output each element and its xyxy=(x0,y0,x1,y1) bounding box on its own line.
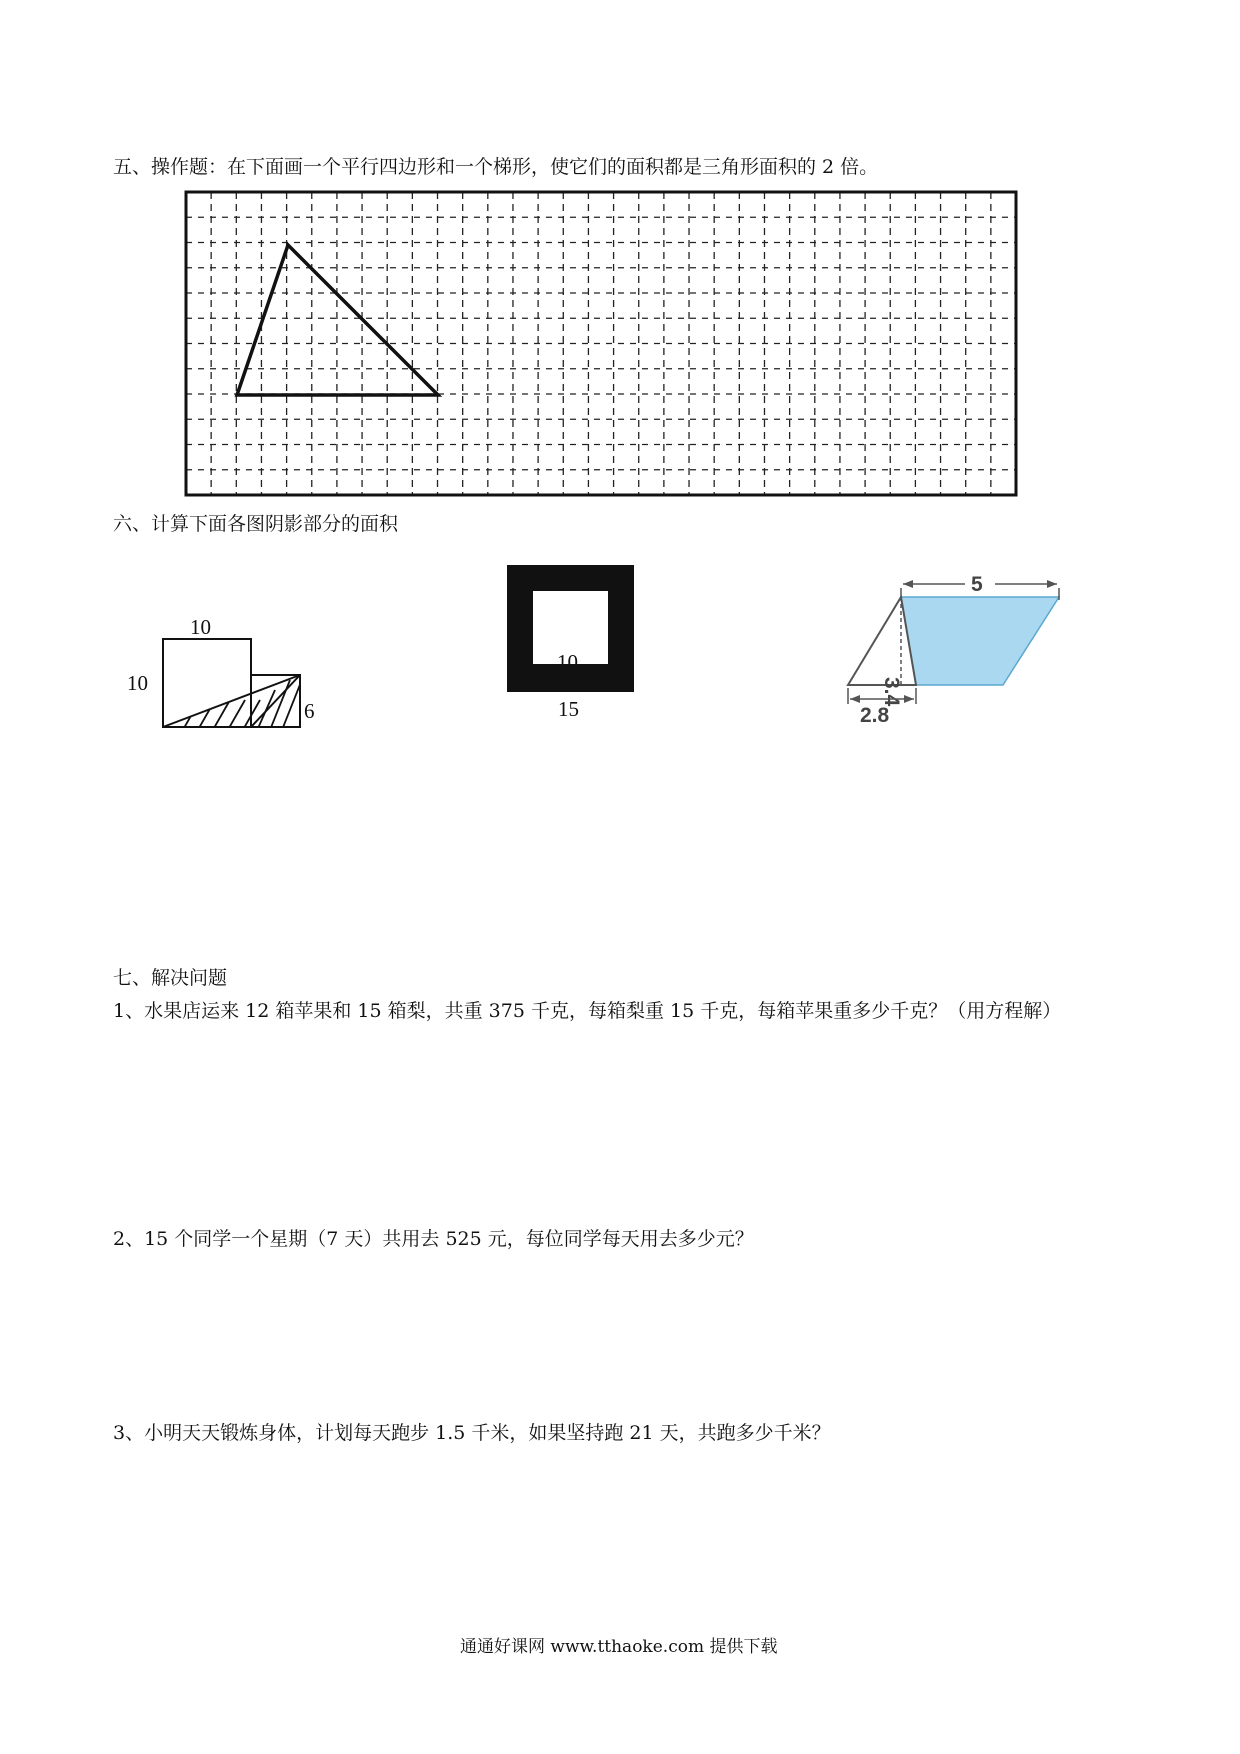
fig1-left-label: 10 xyxy=(127,671,148,695)
section6-title: 六、计算下面各图阴影部分的面积 xyxy=(113,513,399,535)
figure2-frame xyxy=(500,560,640,730)
fig3-height-label: 3.4 xyxy=(880,677,903,707)
section5-title: 五、操作题：在下面画一个平行四边形和一个梯形，使它们的面积都是三角形面积的 2 倍。 xyxy=(113,156,879,178)
question-1: 1、水果店运来 12 箱苹果和 15 箱梨，共重 375 千克，每箱梨重 15 千克，每箱苹果重多少千克？（用方程解） xyxy=(113,1000,1062,1022)
fig1-right-label: 6 xyxy=(304,699,315,723)
fig2-outer-label: 15 xyxy=(558,697,579,721)
hatch-lines xyxy=(180,672,305,735)
fig3-bottom-label: 2.8 xyxy=(860,704,890,727)
grid-figure xyxy=(0,0,1240,520)
diagonal xyxy=(163,675,300,727)
footer: 通通好课网 www.tthaoke.com 提供下载 xyxy=(460,1637,778,1657)
section7-title: 七、解决问题 xyxy=(113,967,228,989)
question-2: 2、15 个同学一个星期（7 天）共用去 525 元，每位同学每天用去多少元？ xyxy=(113,1228,754,1250)
figure3-parallelogram xyxy=(830,560,1090,740)
fig3-top-label: 5 xyxy=(971,573,983,596)
fig2-inner-label: 10 xyxy=(557,650,578,674)
grid-lines xyxy=(186,192,1016,495)
figure1-squares xyxy=(120,610,340,780)
question-3: 3、小明天天锻炼身体，计划每天跑步 1.5 千米，如果坚持跑 21 天，共跑多少千米？ xyxy=(113,1422,831,1444)
shaded-parallelogram xyxy=(901,597,1059,685)
fig1-top-label: 10 xyxy=(190,615,211,639)
